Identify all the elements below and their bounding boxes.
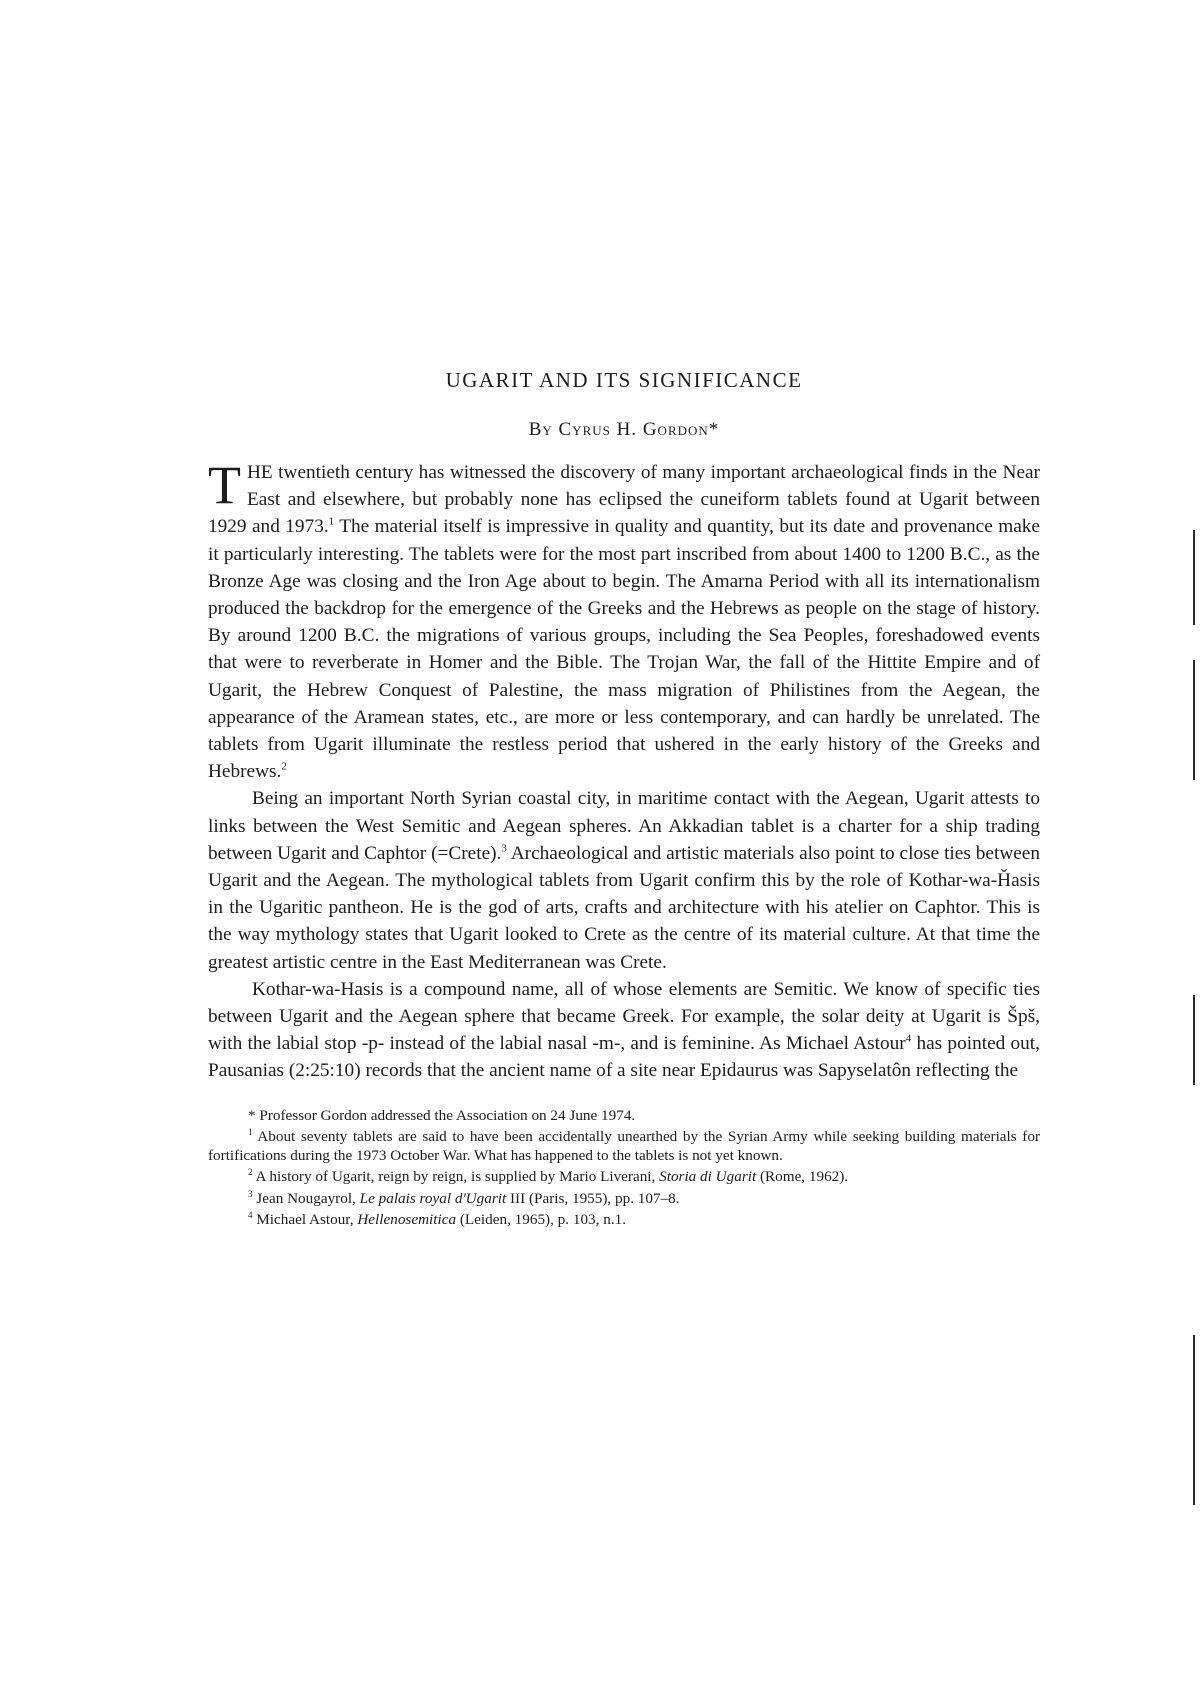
footnote-ref-4[interactable]: 4 — [905, 1032, 912, 1045]
footnote-star: * Professor Gordon addressed the Association on 24 June 1974. — [248, 1106, 636, 1124]
scan-edge-mark — [1193, 660, 1195, 780]
footnote-ref-1[interactable]: 1 — [328, 515, 335, 528]
footnote-1-text: About seventy tablets are said to have been accidentally unearthed by the Syrian Army while seeking building materials for fortifications during the 1973 October War. What has happened to the tablets is not yet known. — [208, 1128, 1040, 1164]
paragraph-1-text: HE twentieth century has witnessed the discovery of many important archaeological finds in the Near East and elsewhere, but probably none has eclipsed the cuneiform tablets found at Ugarit between 1929 and 1973. — [208, 462, 1040, 538]
footnote-2-text-end: (Rome, 1962). — [756, 1168, 849, 1186]
footnote-3-text: Jean Nougayrol, — [252, 1189, 360, 1207]
footnote-3-title: Le palais royal d'Ugarit — [359, 1189, 507, 1207]
footnote-3 — [208, 1190, 1040, 1209]
footnote-1-number: 1 — [248, 1127, 253, 1138]
scan-edge-mark — [1193, 530, 1195, 625]
scan-edge-mark — [1193, 1335, 1195, 1505]
footnote-4 — [208, 1211, 1040, 1230]
paragraph-3-text: Kothar-wa-Hasis is a compound name, all of whose elements are Semitic. We know of specific ties between Ugarit and the Aegean sphere that became Greek. For example, the solar deity at Ugarit is Špš, with the labial stop -p- instead of the labial nasal -m-, and is feminine. As Michael Astour — [208, 978, 1040, 1055]
footnote-3-number: 3 — [248, 1188, 253, 1199]
footnote-4-text: Michael Astour, — [252, 1211, 358, 1229]
footnote-2-text: A history of Ugarit, reign by reign, is supplied by Mario Liverani, — [252, 1168, 660, 1186]
footnote-1 — [208, 1128, 1040, 1165]
paragraph-2-text: Being an important North Syrian coastal city, in maritime contact with the Aegean, Ugarit attests to links between the West Semitic and Aegean spheres. An Akkadian tablet is a charter for a ship trading between Ugarit and Caphtor (=Crete). — [208, 788, 1040, 864]
page — [208, 368, 1040, 1233]
drop-cap: T — [208, 455, 241, 515]
paragraph-3-text-cont: has pointed out, Pausanias (2:25:10) records that the ancient name of a site near Epidaurus was Sapyselatôn reflecting the — [208, 1033, 1040, 1082]
footnote-3-text-end: III (Paris, 1955), pp. 107–8. — [506, 1189, 680, 1207]
paragraph-2 — [208, 785, 1040, 975]
footnote-ref-3[interactable]: 3 — [501, 842, 507, 855]
article-body — [208, 455, 1040, 1085]
footnote-2 — [208, 1168, 1040, 1187]
article-byline: By Cyrus H. Gordon* — [528, 419, 720, 440]
footnote-ref-2[interactable]: 2 — [281, 760, 287, 773]
paragraph-3 — [208, 976, 1040, 1085]
paragraph-2-text-cont: Archaeological and artistic materials also point to close ties between Ugarit and the Aegean. The mythological tablets from Ugarit confirm this by the role of Kothar-wa-Ȟasis in the Ugaritic pantheon. He is the god of arts, crafts and architecture with his atelier on Caphtor. This is the way mythology states that Ugarit looked to Crete as the centre of its material culture. At that time the greatest artistic centre in the East Mediterranean was Crete. — [208, 842, 1040, 973]
paragraph-1 — [208, 455, 1040, 785]
footnote-2-title: Storia di Ugarit — [659, 1168, 757, 1186]
footnote-2-number: 2 — [248, 1167, 253, 1178]
footnotes — [208, 1107, 1040, 1230]
footnote-4-title: Hellenosemitica — [357, 1211, 457, 1229]
scan-edge-mark — [1193, 995, 1195, 1085]
paragraph-1-text-cont: The material itself is impressive in quality and quantity, but its date and provenance make it particularly interesting. The tablets were for the most part inscribed from about 1400 to 1200 B.C., as the Bronze Age was closing and the Iron Age about to begin. The Amarna Period with all its internationalism produced the backdrop for the emergence of the Greeks and the Hebrews as people on the stage of history. By around 1200 B.C. the migrations of various groups, including the Sea Peoples, foreshadowed events that were to reverberate in Homer and the Bible. The Trojan War, the fall of the Hittite Empire and of Ugarit, the Hebrew Conquest of Palestine, the mass migration of Philistines from the Aegean, the appearance of the Aramean states, etc., are more or less contemporary, and can hardly be unrelated. The tablets from Ugarit illuminate the restless period that ushered in the early history of the Greeks and Hebrews. — [208, 516, 1040, 783]
footnote-4-number: 4 — [248, 1210, 253, 1221]
footnote-4-text-end: (Leiden, 1965), p. 103, n.1. — [456, 1211, 627, 1229]
article-title: UGARIT AND ITS SIGNIFICANCE — [445, 368, 803, 392]
